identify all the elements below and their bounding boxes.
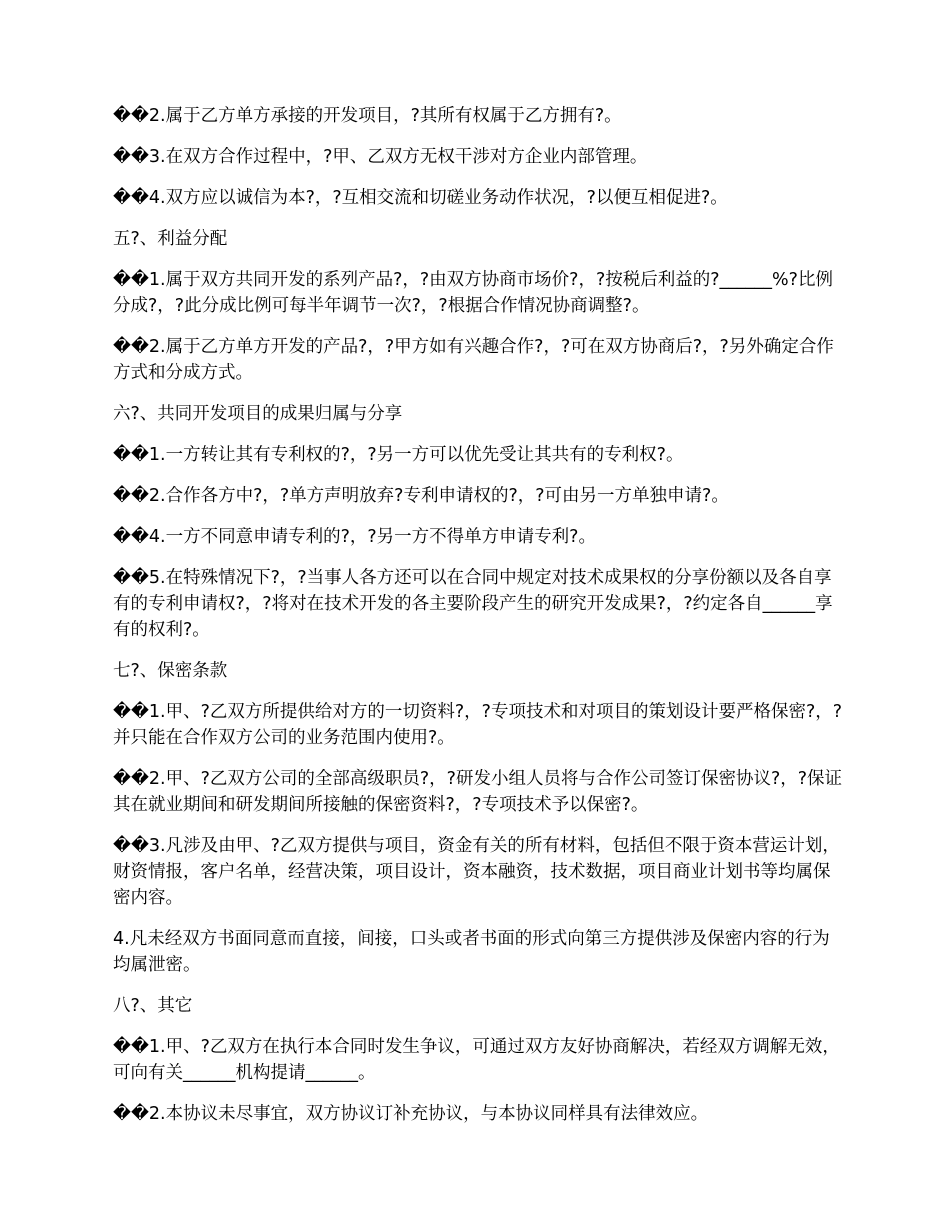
clause-patent-transfer: ��1.一方转让其有专利权的?，?另一方可以优先受让其共有的专利权?。 bbox=[113, 445, 684, 465]
clause-joint-product-split: ��1.属于双方共同开发的系列产品?，?由双方协商市场价?，?按税后利益的?______%?比例分成?，?此分成比例可每半年调节一次?，?根据合作情况协商调整?。 bbox=[113, 270, 833, 316]
clause-special-circumstances: ��5.在特殊情况下?，?当事人各方还可以在合同中规定对技术成果权的分享份额以及各自享有的专利申请权?，?将对在技术开发的各主要阶段产生的研究开发成果?，?约定各自______享有的权利?。 bbox=[113, 568, 833, 640]
clause-ownership-party-b: ��2.属于乙方单方承接的开发项目，?其所有权属于乙方拥有?。 bbox=[113, 106, 622, 126]
clause-dispute-resolution: ��1.甲、?乙双方在执行本合同时发生争议，可通过双方友好协商解决，若经双方调解无效，可向有关______机构提请______。 bbox=[113, 1037, 840, 1083]
clause-confidential-scope: ��3.凡涉及由甲、?乙双方提供与项目，资金有关的所有材料，包括但不限于资本营运计划，财资情报，客户名单，经营决策，项目设计，资本融资，技术数据，项目商业计划书等均属保密内容。 bbox=[113, 836, 840, 908]
section-heading-results-ownership: 六?、共同开发项目的成果归属与分享 bbox=[113, 404, 403, 424]
clause-no-interference: ��3.在双方合作过程中，?甲、乙双方无权干涉对方企业内部管理。 bbox=[113, 147, 648, 167]
section-heading-confidentiality: 七?、保密条款 bbox=[113, 661, 228, 681]
clause-patent-waiver: ��2.合作各方中?，?单方声明放弃?专利申请权的?，?可由另一方单独申请?。 bbox=[113, 486, 729, 506]
section-heading-profit-distribution: 五?、利益分配 bbox=[113, 229, 228, 249]
clause-good-faith: ��4.双方应以诚信为本?，?互相交流和切磋业务动作状况，?以便互相促进?。 bbox=[113, 188, 728, 208]
clause-supplementary-agreement: ��2.本协议未尽事宜，双方协议订补充协议，与本协议同样具有法律效应。 bbox=[113, 1104, 709, 1124]
clause-disclosure-breach: 4.凡未经双方书面同意而直接，间接，口头或者书面的形式向第三方提供涉及保密内容的行为均属泄密。 bbox=[113, 929, 830, 975]
clause-patent-disagreement: ��4.一方不同意申请专利的?，?另一方不得单方申请专利?。 bbox=[113, 527, 596, 547]
clause-confidential-materials: ��1.甲、?乙双方所提供给对方的一切资料?，?专项技术和对项目的策划设计要严格保密?，?并只能在合作双方公司的业务范围内使用?。 bbox=[113, 702, 843, 748]
clause-staff-nda: ��2.甲、?乙双方公司的全部高级职员?，?研发小组人员将与合作公司签订保密协议?，?保证其在就业期间和研发期间所接触的保密资料?，?专项技术予以保密?。 bbox=[113, 769, 843, 815]
clause-party-b-product: ��2.属于乙方单方开发的产品?，?甲方如有兴趣合作?，?可在双方协商后?，?另外确定合作方式和分成方式。 bbox=[113, 337, 834, 383]
document-page bbox=[113, 103, 843, 1142]
section-heading-other: 八?、其它 bbox=[113, 996, 193, 1016]
